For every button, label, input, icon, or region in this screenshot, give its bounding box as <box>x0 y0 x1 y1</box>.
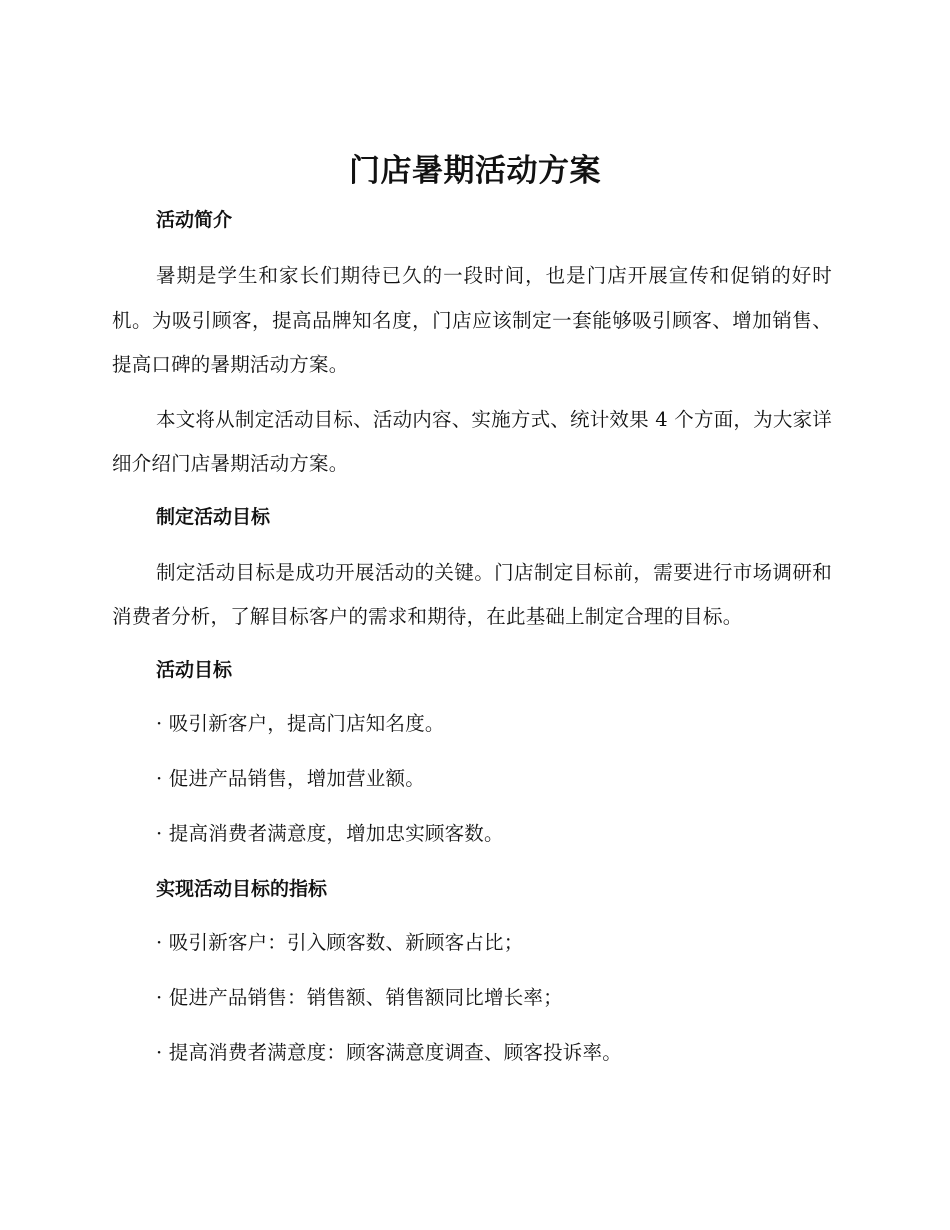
section-heading-targets: 活动目标 <box>156 658 233 681</box>
list-item-target: · 促进产品销售，增加营业额。 <box>156 766 425 790</box>
list-item-metric: · 提高消费者满意度：顾客满意度调查、顾客投诉率。 <box>156 1040 622 1064</box>
section-heading-intro: 活动简介 <box>156 209 233 231</box>
paragraph-intro-2: 本文将从制定活动目标、活动内容、实施方式、统计效果 4 个方面，为大家详细介绍门店暑期活动方案。 <box>112 407 832 475</box>
list-item-target: · 吸引新客户，提高门店知名度。 <box>156 711 445 735</box>
section-heading-goal: 制定活动目标 <box>156 505 271 528</box>
list-item-target: · 提高消费者满意度，增加忠实顾客数。 <box>156 821 504 845</box>
paragraph-intro-1: 暑期是学生和家长们期待已久的一段时间，也是门店开展宣传和促销的好时机。为吸引顾客，提高品牌知名度，门店应该制定一套能够吸引顾客、增加销售、提高口碑的暑期活动方案。 <box>112 264 832 376</box>
paragraph-goal-1: 制定活动目标是成功开展活动的关键。门店制定目标前，需要进行市场调研和消费者分析，了解目标客户的需求和期待，在此基础上制定合理的目标。 <box>112 560 832 628</box>
list-item-metric: · 促进产品销售：销售额、销售额同比增长率； <box>156 985 563 1009</box>
section-heading-metrics: 实现活动目标的指标 <box>156 877 328 900</box>
list-item-metric: · 吸引新客户：引入顾客数、新顾客占比； <box>156 930 524 954</box>
document-body <box>112 200 832 1088</box>
document-title: 门店暑期活动方案 <box>349 153 601 189</box>
